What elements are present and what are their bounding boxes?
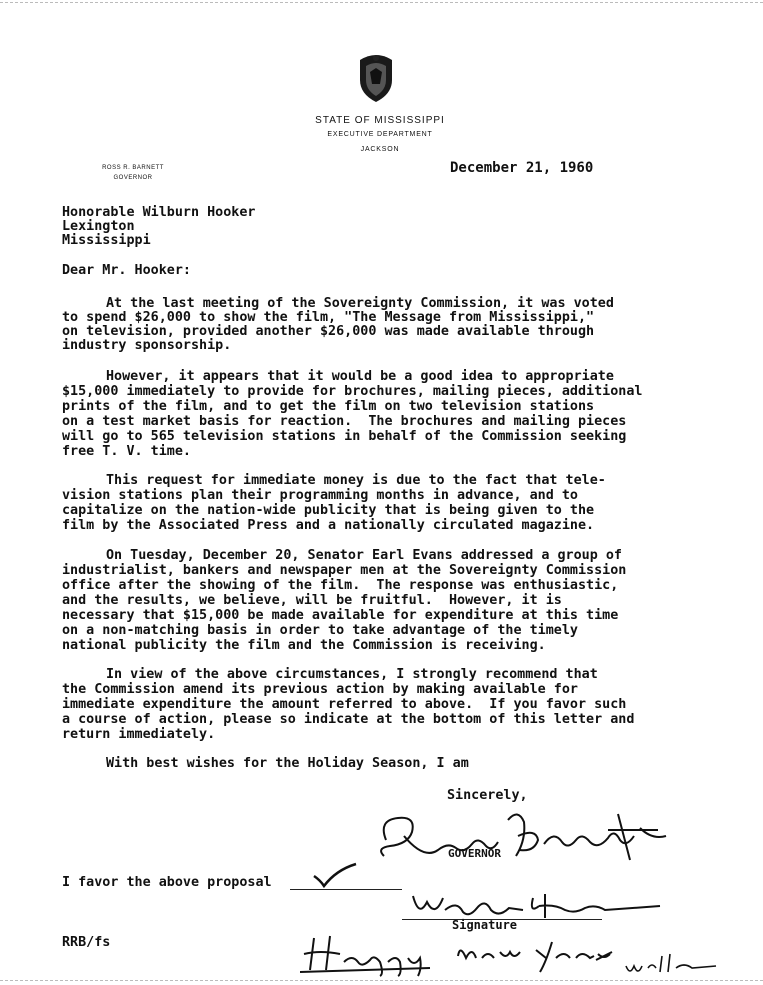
letter-date: December 21, 1960 bbox=[450, 160, 594, 176]
state-seal-icon bbox=[354, 50, 398, 102]
checkmark-icon bbox=[310, 860, 360, 890]
sincerely: Sincerely, bbox=[447, 788, 528, 803]
paragraph-5-line-5: return immediately. bbox=[62, 727, 216, 742]
favor-proposal-label: I favor the above proposal bbox=[62, 875, 272, 890]
paragraph-4-line-2: industrialist, bankers and newspaper men at the Sovereignty Commission bbox=[62, 563, 627, 578]
paragraph-4-line-1: On Tuesday, December 20, Senator Earl Evans addressed a group of bbox=[106, 548, 622, 563]
paragraph-5-line-3: immediate expenditure the amount referred to above. If you favor such bbox=[62, 697, 627, 712]
governor-signature-icon bbox=[368, 800, 668, 870]
paragraph-1-line-3: on television, provided another $26,000 was made available through bbox=[62, 324, 595, 339]
paragraph-4-line-3: office after the showing of the film. The response was enthusiastic, bbox=[62, 578, 619, 593]
recipient-name: Honorable Wilburn Hooker bbox=[62, 205, 256, 220]
paragraph-4-line-4: and the results, we believe, will be fruitful. However, it is bbox=[62, 593, 562, 608]
paragraph-5-line-1: In view of the above circumstances, I strongly recommend that bbox=[106, 667, 598, 682]
paragraph-4-line-5: necessary that $15,000 be made available for expenditure at this time bbox=[62, 608, 619, 623]
salutation: Dear Mr. Hooker: bbox=[62, 263, 191, 278]
letterhead-city: JACKSON bbox=[360, 146, 400, 153]
governor-name: ROSS R. BARNETT bbox=[102, 165, 164, 171]
handwritten-happy-new-year-icon bbox=[300, 928, 720, 978]
paragraph-2-line-2: $15,000 immediately to provide for brochures, mailing pieces, additional bbox=[62, 384, 643, 399]
paragraph-4-line-7: national publicity the film and the Commission is receiving. bbox=[62, 638, 546, 653]
paragraph-2-line-4: on a test market basis for reaction. The brochures and mailing pieces bbox=[62, 414, 627, 429]
paragraph-1-line-1: At the last meeting of the Sovereignty Commission, it was voted bbox=[106, 296, 614, 311]
paragraph-2-line-1: However, it appears that it would be a good idea to appropriate bbox=[106, 369, 614, 384]
paragraph-2-line-5: will go to 565 television stations in behalf of the Commission seeking bbox=[62, 429, 627, 444]
closing-wishes: With best wishes for the Holiday Season, I am bbox=[106, 756, 469, 771]
paragraph-3-line-4: film by the Associated Press and a nationally circulated magazine. bbox=[62, 518, 595, 533]
paragraph-2-line-3: prints of the film, and to get the film on two television stations bbox=[62, 399, 595, 414]
typist-initials: RRB/fs bbox=[62, 935, 111, 950]
paragraph-4-line-6: on a non-matching basis in order to take advantage of the timely bbox=[62, 623, 578, 638]
letterhead-state: STATE OF MISSISSIPPI bbox=[315, 115, 445, 126]
signature-label: Signature bbox=[452, 918, 518, 932]
paragraph-1-line-2: to spend $26,000 to show the film, "The Message from Mississippi," bbox=[62, 310, 595, 325]
letterhead-department: EXECUTIVE DEPARTMENT bbox=[327, 131, 433, 138]
paragraph-3-line-3: capitalize on the nation-wide publicity that is being given to the bbox=[62, 503, 595, 518]
signature-title: GOVERNOR bbox=[448, 847, 501, 860]
paragraph-1-line-4: industry sponsorship. bbox=[62, 338, 232, 353]
paragraph-5-line-2: the Commission amend its previous action by making available for bbox=[62, 682, 578, 697]
paragraph-2-line-6: free T. V. time. bbox=[62, 444, 191, 459]
recipient-city: Lexington bbox=[62, 219, 135, 234]
top-edge-line bbox=[0, 2, 763, 3]
bottom-edge-line bbox=[0, 980, 763, 981]
governor-title: GOVERNOR bbox=[113, 175, 153, 181]
recipient-state: Mississippi bbox=[62, 233, 151, 248]
paragraph-5-line-4: a course of action, please so indicate at the bottom of this letter and bbox=[62, 712, 635, 727]
paragraph-3-line-2: vision stations plan their programming months in advance, and to bbox=[62, 488, 578, 503]
paragraph-3-line-1: This request for immediate money is due to the fact that tele- bbox=[106, 473, 606, 488]
